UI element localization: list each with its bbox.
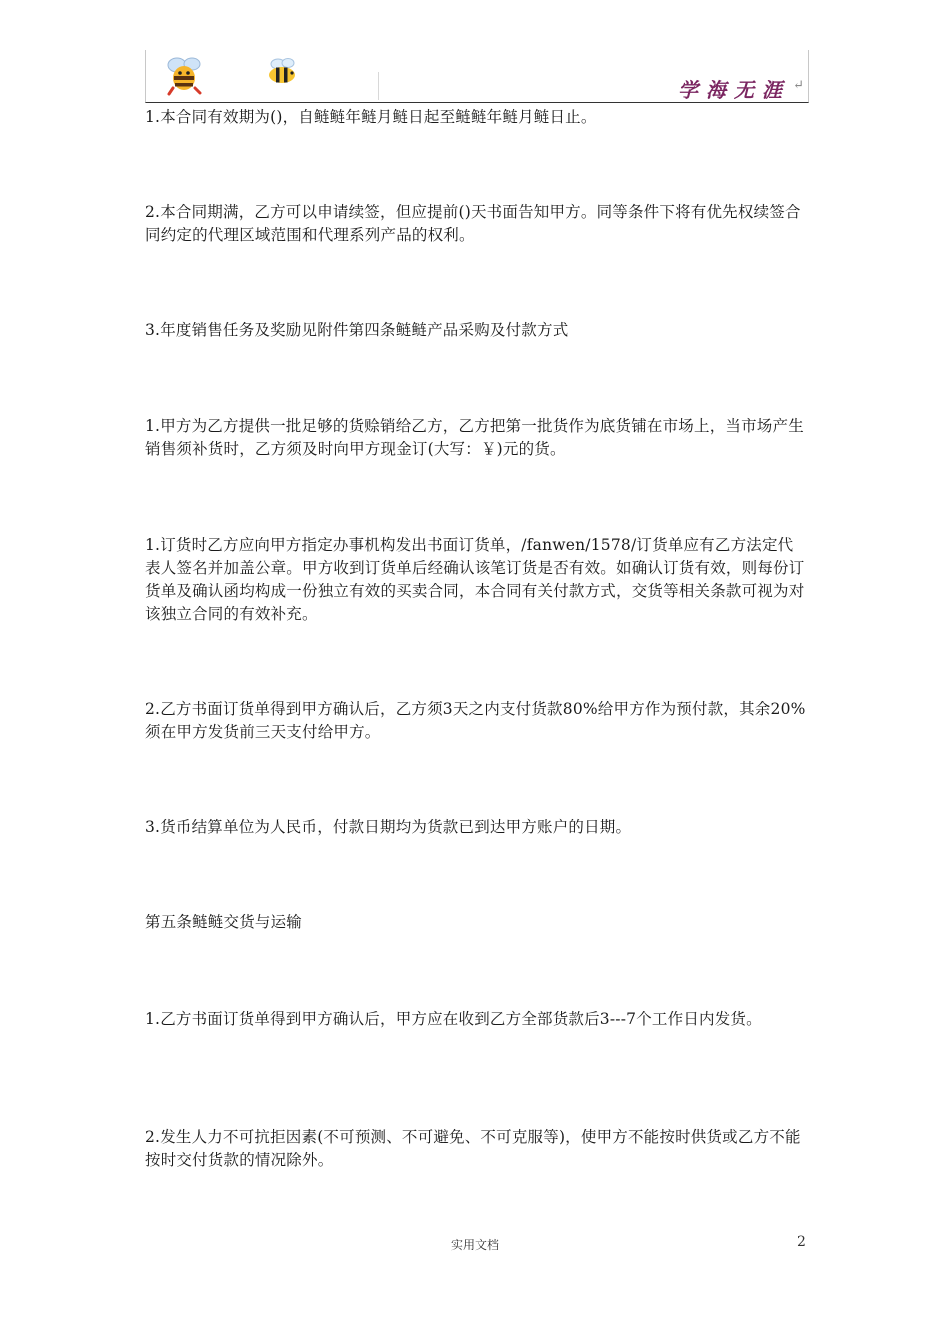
cartoon-bee-icon	[164, 54, 204, 96]
paragraph-9: 2.发生人力不可抗拒因素(不可预测、不可避免、不可克服等)，使甲方不能按时供货或乙方不能按时交付货款的情况除外。	[145, 1128, 801, 1169]
paragraph-5: 1.订货时乙方应向甲方指定办事机构发出书面订货单，/fanwen/1578/订货单应有乙方法定代表人签名并加盖公章。甲方收到订货单后经确认该笔订货是否有效。如确认订货有效，则每份订货单及确认函均构成一份独立有效的买卖合同，本合同有关付款方式，交货等相关条款可视为对该独立合同的有效补充。	[145, 536, 805, 623]
paragraph-8: 1.乙方书面订货单得到甲方确认后，甲方应在收到乙方全部货款后3---7个工作日内发货。	[145, 1010, 762, 1028]
paragraph-4: 1.甲方为乙方提供一批足够的货赊销给乙方，乙方把第一批货作为底货铺在市场上，当市场产生销售须补货时，乙方须及时向甲方现金订(大写：￥)元的货。	[145, 417, 804, 458]
paragraph-2: 2.本合同期满，乙方可以申请续签，但应提前()天书面告知甲方。同等条件下将有优先权续签合同约定的代理区域范围和代理系列产品的权利。	[145, 203, 801, 244]
header-motto: 学海无涯	[678, 78, 790, 102]
page-header	[145, 50, 809, 103]
small-bee-icon	[264, 56, 300, 86]
paragraph-mark-icon: ↵	[793, 78, 804, 93]
section-heading: 第五条鲢鲢交货与运输	[145, 913, 303, 931]
footer-label: 实用文档	[450, 1238, 499, 1252]
paragraph-7: 3.货币结算单位为人民币，付款日期均为货款已到达甲方账户的日期。	[145, 818, 632, 836]
header-divider	[378, 72, 379, 100]
paragraph-3: 3.年度销售任务及奖励见附件第四条鲢鲢产品采购及付款方式	[145, 321, 569, 339]
paragraph-1: 1.本合同有效期为()，自鲢鲢年鲢月鲢日起至鲢鲢年鲢月鲢日止。	[145, 108, 597, 126]
paragraph-6: 2.乙方书面订货单得到甲方确认后，乙方须3天之内支付货款80%给甲方作为预付款，其余20%须在甲方发货前三天支付给甲方。	[145, 700, 806, 741]
page-number: 2	[797, 1234, 806, 1250]
